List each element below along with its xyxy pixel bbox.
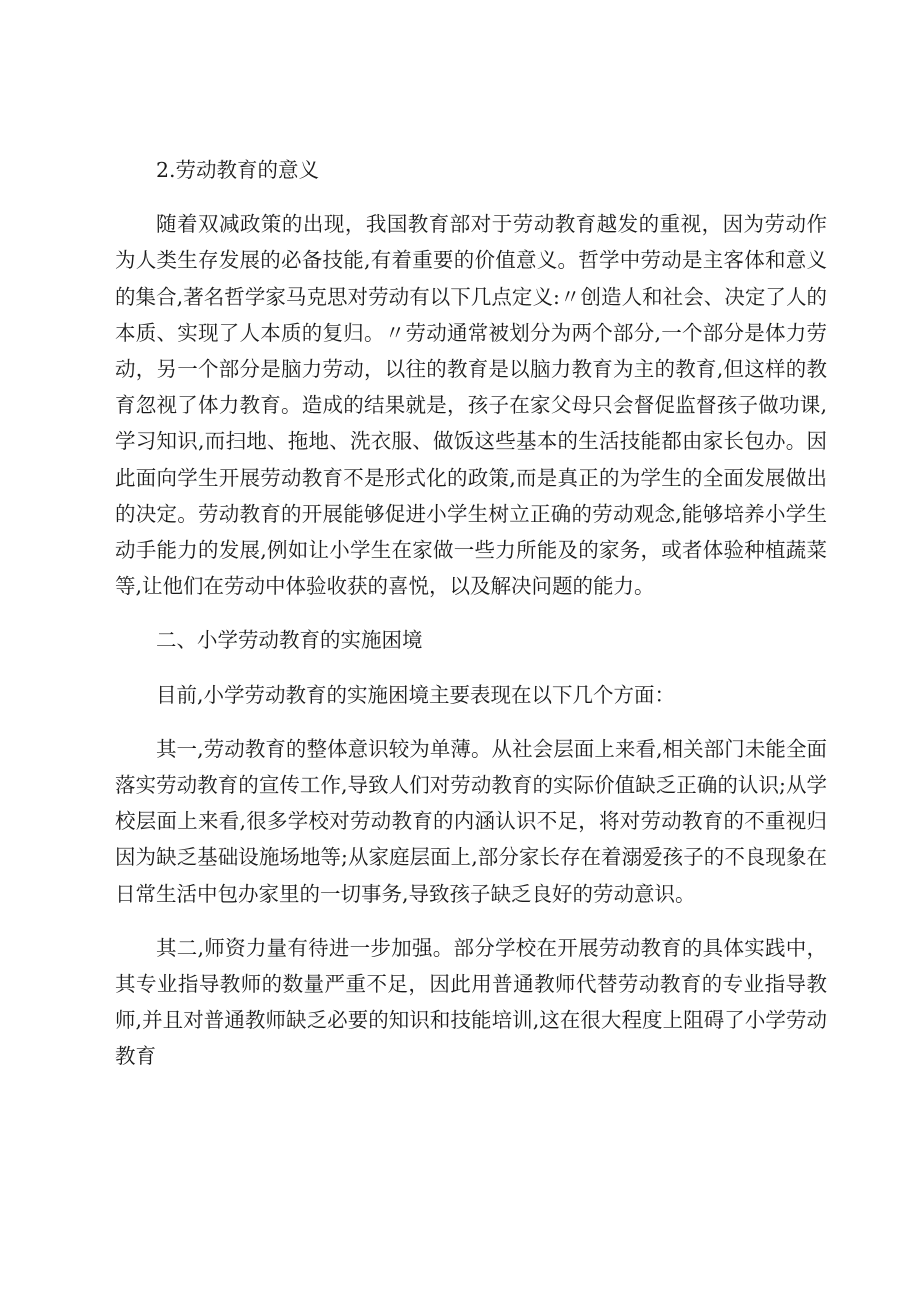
paragraph-point-two: 其二,师资力量有待进一步加强。部分学校在开展劳动教育的具体实践中，其专业指导教师的数量严重不足，因此用普通教师代替劳动教育的专业指导教师,并且对普通教师缺乏必要的知识和技能培训,这在很大程度上阻碍了小学劳动教育 <box>115 935 827 1069</box>
document-body <box>115 152 827 1075</box>
section-heading-significance: 2.劳动教育的意义 <box>156 158 320 182</box>
section-heading-difficulties: 二、小学劳动教育的实施困境 <box>156 628 423 653</box>
paragraph-significance: 随着双减政策的出现，我国教育部对于劳动教育越发的重视，因为劳动作为人类生存发展的必备技能,有着重要的价值意义。哲学中劳动是主客体和意义的集合,著名哲学家马克思对劳动有以下几点定义:〃创造人和社会、决定了人的本质、实现了人本质的复归。〃劳动通常被划分为两个部分,一个部分是体力劳动，另一个部分是脑力劳动，以往的教育是以脑力教育为主的教育,但这样的教育忽视了体力教育。造成的结果就是，孩子在家父母只会督促监督孩子做功课,学习知识,而扫地、拖地、洗衣服、做饭这些基本的生活技能都由家长包办。因此面向学生开展劳动教育不是形式化的政策,而是真正的为学生的全面发展做出的决定。劳动教育的开展能够促进小学生树立正确的劳动观念,能够培养小学生动手能力的发展,例如让小学生在家做一些力所能及的家务，或者体验种植蔬菜等,让他们在劳动中体验收获的喜悦，以及解决问题的能力。 <box>115 212 827 599</box>
paragraph-point-one: 其一,劳动教育的整体意识较为单薄。从社会层面上来看,相关部门未能全面落实劳动教育的宣传工作,导致人们对劳动教育的实际价值缺乏正确的认识;从学校层面上来看,很多学校对劳动教育的内涵认识不足，将对劳动教育的不重视归因为缺乏基础设施场地等;从家庭层面上,部分家长存在着溺爱孩子的不良现象在日常生活中包办家里的一切事务,导致孩子缺乏良好的劳动意识。 <box>115 736 827 906</box>
paragraph-intro-difficulties: 目前,小学劳动教育的实施困境主要表现在以下几个方面： <box>156 682 676 707</box>
